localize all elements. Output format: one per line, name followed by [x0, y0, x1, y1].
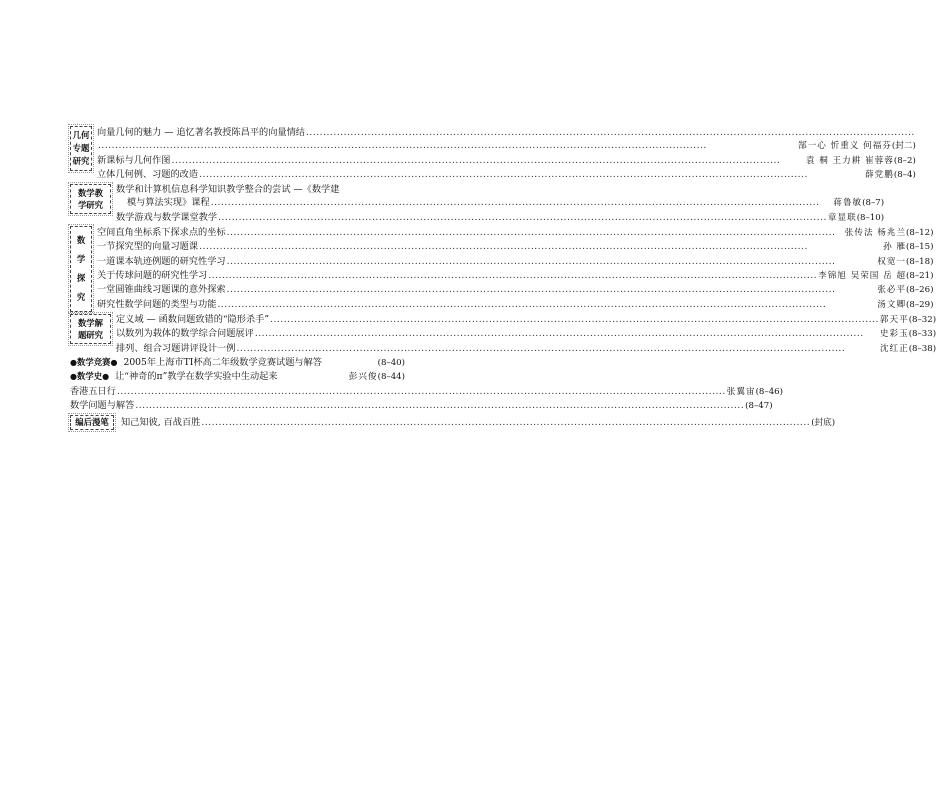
leader-dots [217, 298, 876, 311]
entry-page: (8–47) [745, 400, 773, 411]
entry-title: 研究性数学问题的类型与功能 [97, 298, 217, 310]
entry-authors: 汤文卿 [877, 299, 907, 310]
entry-title: 空间直角坐标系下探求点的坐标 [97, 227, 226, 239]
entry-page: (8–40) [377, 357, 405, 368]
entry-page: (8–44) [377, 372, 405, 383]
entry-title: 知己知彼, 百战百胜 [121, 417, 201, 429]
toc-entry[interactable] [70, 385, 783, 399]
section-entries [116, 183, 884, 225]
leader-dots [199, 168, 864, 181]
entry-title: 一道课本轨迹例题的研究性学习 [97, 255, 226, 267]
toc-entry[interactable] [97, 283, 933, 297]
section-label-problem-solving: 数学解 题研究 [70, 314, 111, 344]
entry-title: 数学游戏与数学课堂教学 [116, 211, 218, 223]
section-label-math-exploration: 数 学 探 究 [70, 226, 92, 312]
section-entries [116, 313, 936, 356]
entry-authors: 李锦旭 吴荣国 岳 超 [818, 270, 907, 281]
entry-authors: 张传法 杨兆兰 [844, 228, 907, 239]
leader-dots [117, 385, 726, 398]
toc-entry-editorial[interactable] [70, 415, 836, 430]
toc-entry[interactable] [116, 183, 884, 196]
entry-title: 一节探究型的向量习题课 [97, 241, 199, 253]
entry-authors: 沈红正 [879, 343, 909, 354]
leader-dots [199, 240, 882, 253]
toc-entry-history[interactable] [70, 370, 405, 384]
entry-title: 一堂圆锥曲线习题课的意外探索 [97, 284, 226, 296]
toc-entry[interactable] [97, 298, 933, 312]
entry-authors: 章显联 [827, 212, 857, 223]
toc-entry[interactable] [116, 342, 936, 356]
entry-title: 向量几何的魅力 — 追忆著名教授陈昌平的向量情结 [97, 127, 305, 138]
entry-page: (8–26) [906, 285, 934, 296]
entry-authors: 张翼宙 [726, 386, 756, 397]
section-problem-solving [70, 313, 936, 356]
section-label-editorial: 编后漫笔 [70, 415, 114, 430]
entry-page: (8–18) [906, 256, 934, 267]
leader-dots [255, 327, 879, 340]
section-geometry [70, 126, 916, 182]
leader-dots [172, 154, 805, 167]
entry-page: (封底) [811, 418, 836, 429]
section-label-geometry: 几何 专题 研究 [70, 126, 92, 171]
toc-entry-continued [97, 139, 916, 153]
entry-page: (8–32) [908, 315, 936, 326]
leader-dots [208, 269, 817, 282]
entry-title: 以数列为载体的数学综合问题展评 [116, 328, 254, 340]
toc-entry[interactable] [70, 399, 773, 413]
entry-title: 数学问题与解答 [70, 399, 135, 411]
entry-authors: 权宽一 [877, 256, 907, 267]
leader-dots [211, 196, 833, 209]
toc-entry[interactable] [97, 255, 933, 269]
entry-title: 关于传球问题的研究性学习 [97, 269, 208, 281]
toc-entry[interactable] [97, 168, 916, 182]
entry-page: (8–7) [862, 198, 885, 209]
leader-dots [270, 313, 879, 326]
entry-title: 2005年上海市TI杯高二年级数学竞赛试题与解答 [123, 356, 322, 368]
leader-dots [227, 255, 877, 268]
entry-page: (8–10) [856, 212, 885, 223]
toc-entry-continued [116, 196, 884, 210]
leader-dots [135, 399, 744, 412]
entry-authors: 史彩玉 [879, 329, 909, 340]
section-entries [97, 126, 916, 182]
entry-title: 数学和计算机信息科学知识教学整合的尝试 —《数学建 [116, 184, 340, 196]
entry-page: (8–15) [906, 242, 934, 253]
entry-page: (8–2) [893, 155, 916, 166]
entry-page: (8–12) [906, 228, 934, 239]
entry-page: (8–33) [908, 329, 936, 340]
toc-entry[interactable] [97, 126, 916, 139]
leader-dots [306, 126, 915, 139]
entry-page: (8–21) [906, 270, 934, 281]
entry-authors: 郜一心 忻重义 何福芬 [798, 141, 892, 152]
toc-entry[interactable] [116, 211, 884, 225]
toc-entry[interactable] [97, 269, 933, 283]
entry-page: (封二) [891, 141, 916, 152]
toc-entry[interactable] [116, 313, 936, 327]
entry-authors: 蒋鲁敏 [833, 198, 863, 209]
leader-dots [236, 342, 878, 355]
toc-entry[interactable] [97, 226, 933, 240]
section-entries [97, 226, 933, 312]
section-label-history: ●数学史● [70, 371, 110, 382]
leader-dots [98, 139, 797, 152]
entry-page: (8–4) [893, 169, 916, 180]
toc-entry[interactable] [97, 154, 916, 168]
section-label-math-teaching: 数学教 学研究 [70, 184, 111, 214]
entry-authors: 彭兴俊 [348, 372, 378, 383]
toc-entry[interactable] [97, 240, 933, 254]
section-math-exploration [70, 226, 934, 312]
entry-page: (8–38) [908, 343, 936, 354]
toc-entry[interactable] [116, 327, 936, 341]
entry-title: 香港五日行 [70, 385, 116, 397]
entry-page: (8–29) [906, 299, 934, 310]
toc-entry-competition[interactable] [70, 356, 405, 370]
leader-dots [218, 211, 827, 224]
section-math-teaching [70, 183, 885, 225]
leader-dots [201, 416, 810, 429]
section-label-competition: ●数学竞赛● [70, 356, 118, 367]
entry-authors: 孙 雁 [883, 242, 907, 253]
table-of-contents [70, 126, 936, 430]
entry-authors: 张必平 [877, 285, 907, 296]
entry-authors: 袁 桐 王力耕 崔蓉蓉 [805, 155, 894, 166]
entry-title: 模与算法实现》课程 [127, 197, 210, 209]
leader-dots [227, 283, 877, 296]
entry-page: (8–46) [755, 386, 783, 397]
entry-title: 定义域 — 函数问题致错的“隐形杀手” [116, 314, 270, 326]
entry-authors: 薛党鹏 [865, 169, 894, 180]
entry-authors: 郭天平 [879, 315, 909, 326]
entry-title: 排列、组合习题讲评设计一例 [116, 342, 236, 354]
entry-title: 让“神奇的π”教学在数学实验中生动起来 [115, 371, 278, 383]
entry-title: 新课标与几何作图 [97, 154, 171, 166]
entry-title: 立体几何例、习题的改造 [97, 168, 199, 180]
leader-dots [227, 226, 844, 239]
